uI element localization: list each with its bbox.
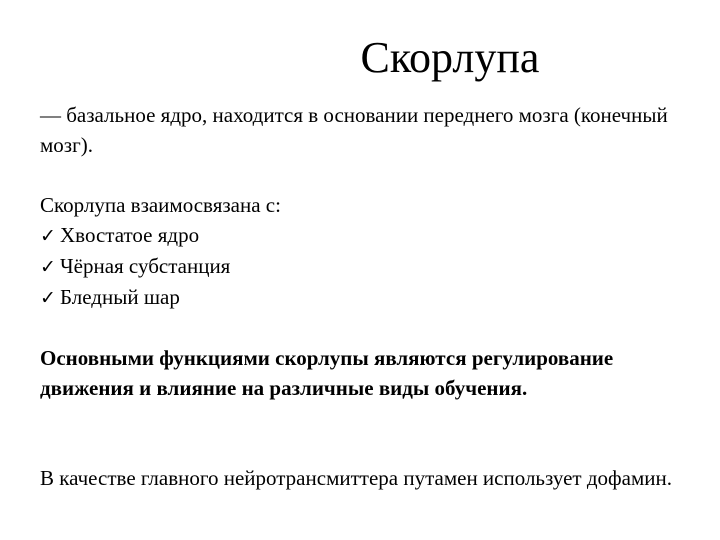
definition-paragraph: — базальное ядро, находится в основании переднего мозга (конечный мозг). xyxy=(40,103,668,157)
connection-label: Хвостатое ядро xyxy=(60,223,200,247)
slide-title: Скорлупа xyxy=(360,33,540,82)
connection-item xyxy=(40,282,690,313)
checkmark-icon: ✓ xyxy=(40,287,56,309)
connections-list xyxy=(40,220,690,313)
checkmark-icon: ✓ xyxy=(40,256,56,278)
neurotransmitter-paragraph: В качестве главного нейротрансмиттера путамен использует дофамин. xyxy=(40,466,672,490)
checkmark-icon: ✓ xyxy=(40,225,56,247)
functions-paragraph: Основными функциями скорлупы являются регулирование движения и влияние на различные виды обучения. xyxy=(40,346,614,400)
connections-heading: Скорлупа взаимосвязана с: xyxy=(40,193,281,217)
slide-body xyxy=(40,100,690,493)
connection-label: Чёрная субстанция xyxy=(60,254,231,278)
connection-label: Бледный шар xyxy=(60,285,180,309)
connection-item xyxy=(40,220,690,251)
connection-item xyxy=(40,251,690,282)
